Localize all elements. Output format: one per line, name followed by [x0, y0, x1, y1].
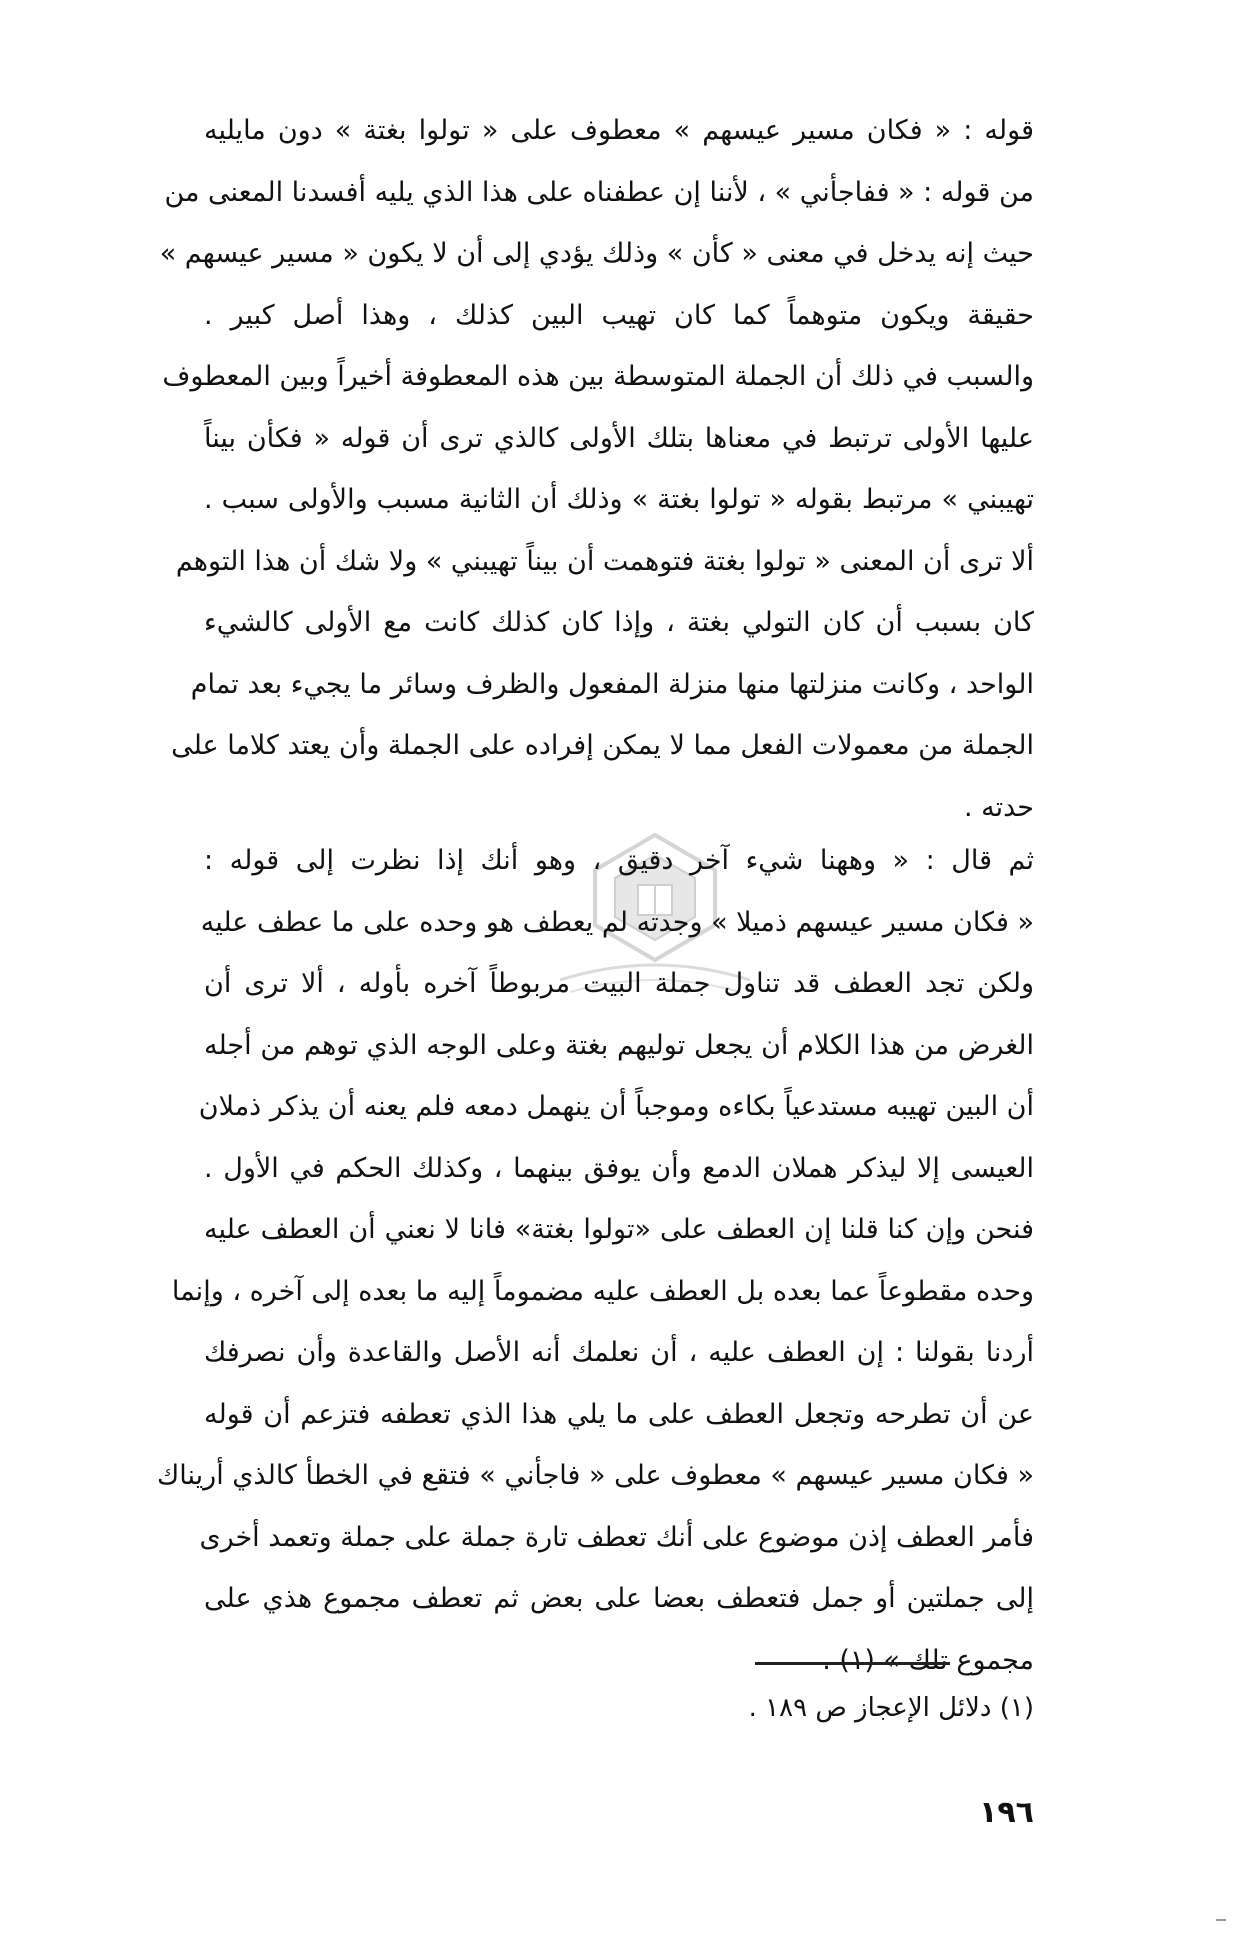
text-line: وحده مقطوعاً عما بعده بل العطف عليه مضموماً إليه ما بعده إلى آخره ، وإنما	[171, 1275, 1034, 1307]
paragraph-2	[157, 830, 1034, 1691]
text-line: من قوله : « ففاجأني » ، لأننا إن عطفناه على هذا الذي يليه أفسدنا المعنى من	[164, 176, 1034, 208]
text-line: حيث إنه يدخل في معنى « كأن » وذلك يؤدي إلى أن لا يكون « مسير عيسهم »	[159, 238, 1034, 269]
paragraph-1	[159, 100, 1034, 838]
footnote: (١) دلائل الإعجاز ص ١٨٩ .	[748, 1693, 1034, 1723]
text-line: عليها الأولى ترتبط في معناها بتلك الأولى كالذي ترى أن قوله « فكأن بيناً	[204, 422, 1034, 454]
text-line: عن أن تطرحه وتجعل العطف على ما يلي هذا الذي تعطفه فتزعم أن قوله	[204, 1398, 1034, 1430]
text-line: فنحن وإن كنا قلنا إن العطف على «تولوا بغتة» فانا لا نعني أن العطف عليه	[204, 1214, 1034, 1245]
footnote-divider	[755, 1662, 950, 1665]
text-line: ثم قال : « وههنا شيء آخر دقيق ، وهو أنك إذا نظرت إلى قوله :	[204, 845, 1034, 876]
text-line: مجموع تلك » (١) .	[822, 1644, 1034, 1676]
text-line: فأمر العطف إذن موضوع على أنك تعطف تارة جملة على جملة وتعمد أخرى	[199, 1521, 1034, 1553]
text-line: ألا ترى أن المعنى « تولوا بغتة فتوهمت أن بيناً تهيبني » ولا شك أن هذا التوهم	[175, 545, 1034, 577]
text-line: أردنا بقولنا : إن العطف عليه ، أن نعلمك أنه الأصل والقاعدة وأن نصرفك	[204, 1337, 1034, 1368]
scan-mark	[1216, 1919, 1226, 1921]
text-line: « فكان مسير عيسهم » معطوف على « فاجأني » فتقع في الخطأ كالذي أريناك	[157, 1460, 1034, 1491]
text-line: قوله : « فكان مسير عيسهم » معطوف على « تولوا بغتة » دون مايليه	[204, 115, 1034, 146]
text-line: أن البين تهيبه مستدعياً بكاءه وموجباً أن ينهمل دمعه فلم يعنه أن يذكر ذملان	[198, 1091, 1034, 1122]
text-line: كان بسبب أن كان التولي بغتة ، وإذا كان كذلك كانت مع الأولى كالشيء	[204, 607, 1034, 638]
text-line: تهيبني » مرتبط بقوله « تولوا بغتة » وذلك أن الثانية مسبب والأولى سبب .	[204, 484, 1034, 515]
text-line: إلى جملتين أو جمل فتعطف بعضا على بعض ثم تعطف مجموع هذي على	[204, 1583, 1034, 1614]
text-line: ولكن تجد العطف قد تناول جملة البيت مربوطاً آخره بأوله ، ألا ترى أن	[204, 968, 1034, 999]
text-line: حقيقة ويكون متوهماً كما كان تهيب البين كذلك ، وهذا أصل كبير .	[204, 299, 1034, 331]
text-line: العيسى إلا ليذكر هملان الدمع وأن يوفق بينهما ، وكذلك الحكم في الأول .	[204, 1152, 1034, 1184]
text-line: الجملة من معمولات الفعل مما لا يمكن إفراده على الجملة وأن يعتد كلاما على	[171, 730, 1034, 761]
text-line: حدته .	[963, 791, 1034, 823]
text-line: « فكان مسير عيسهم ذميلا » وجدته لم يعطف هو وحده على ما عطف عليه	[200, 906, 1034, 938]
text-line: الواحد ، وكانت منزلتها منها منزلة المفعول والظرف وسائر ما يجيء بعد تمام	[190, 668, 1034, 700]
text-line: الغرض من هذا الكلام أن يجعل توليهم بغتة وعلى الوجه الذي توهم من أجله	[204, 1029, 1034, 1061]
text-line: والسبب في ذلك أن الجملة المتوسطة بين هذه المعطوفة أخيراً وبين المعطوف	[162, 361, 1034, 392]
page-number: ١٩٦	[979, 1795, 1034, 1830]
